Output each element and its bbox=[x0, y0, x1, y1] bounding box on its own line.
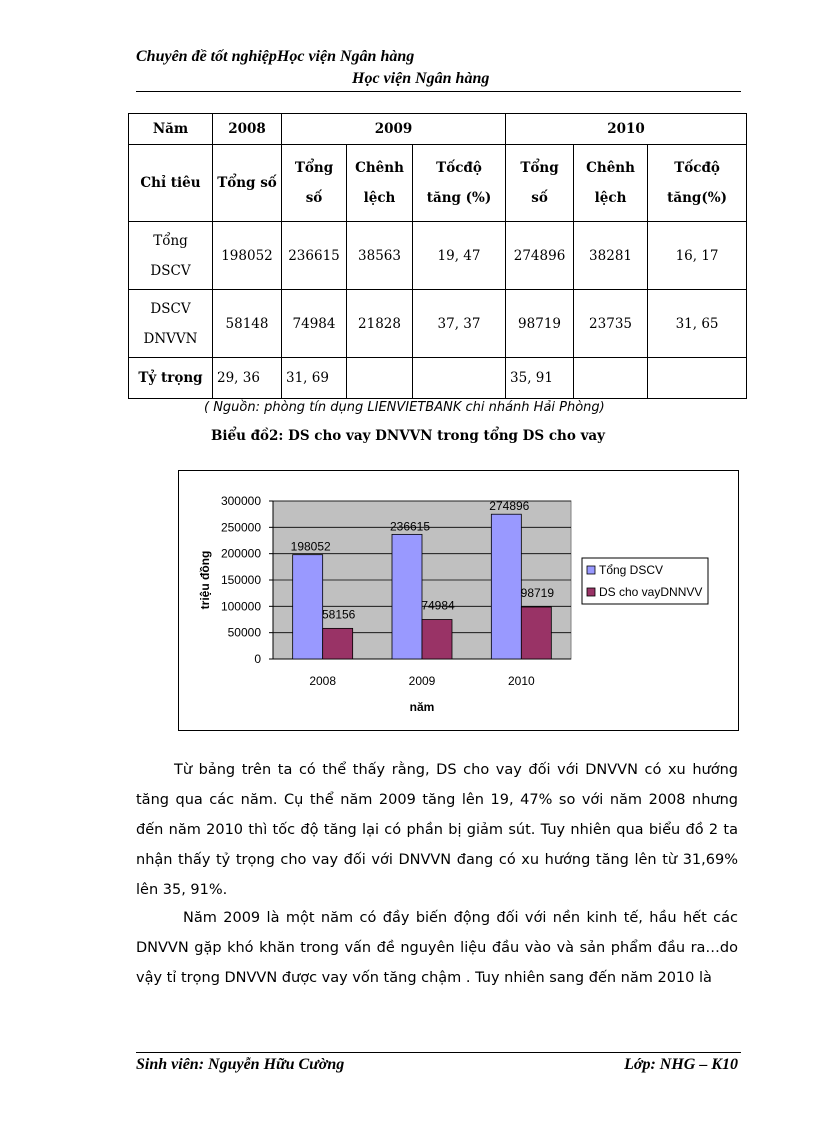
data-label: 74984 bbox=[421, 598, 455, 613]
header-2009-total: Tổng số bbox=[282, 145, 347, 222]
diff-2009: 38563 bbox=[347, 222, 413, 290]
diff-2010: 23735 bbox=[574, 290, 648, 358]
header-2010-diff: Chênh lệch bbox=[574, 145, 648, 222]
bar bbox=[521, 607, 551, 659]
header-2009-diff: Chênh lệch bbox=[347, 145, 413, 222]
x-tick-label: 2009 bbox=[408, 674, 436, 688]
header-2010-total: Tổng số bbox=[506, 145, 574, 222]
bar bbox=[323, 628, 353, 659]
diff-2010: 38281 bbox=[574, 222, 648, 290]
y-tick-label: 300000 bbox=[220, 494, 261, 508]
bar bbox=[422, 620, 452, 659]
value-2010: 274896 bbox=[506, 222, 574, 290]
header-title-line2: Học viện Ngân hàng bbox=[352, 70, 490, 87]
table-row bbox=[129, 290, 747, 358]
footer-student: Sinh viên: Nguyễn Hữu Cường bbox=[136, 1056, 345, 1073]
row-label: Tỷ trọng bbox=[129, 358, 213, 399]
rate-2010: 31, 65 bbox=[648, 290, 747, 358]
value-2009: 236615 bbox=[282, 222, 347, 290]
row-label: DSCV DNVVN bbox=[129, 290, 213, 358]
diff-2009: 21828 bbox=[347, 290, 413, 358]
table-row-years bbox=[129, 114, 747, 145]
rate-2009: 19, 47 bbox=[413, 222, 506, 290]
bar bbox=[392, 534, 422, 659]
value-2010: 98719 bbox=[506, 290, 574, 358]
y-tick-label: 100000 bbox=[220, 599, 261, 614]
header-2009-rate: Tốcđộ tăng (%) bbox=[413, 145, 506, 222]
diff-2009 bbox=[347, 358, 413, 399]
table-row bbox=[129, 222, 747, 290]
footer-class: Lớp: NHG – K10 bbox=[624, 1056, 738, 1073]
diff-2010 bbox=[574, 358, 648, 399]
loan-statistics-table bbox=[128, 113, 747, 399]
header-divider bbox=[136, 91, 741, 92]
value-2010: 35, 91 bbox=[506, 358, 574, 399]
y-axis-label: triệu đồng bbox=[198, 550, 212, 610]
x-axis-label: năm bbox=[409, 700, 435, 714]
y-tick-label: 200000 bbox=[220, 546, 261, 561]
year-2010-cell: 2010 bbox=[506, 114, 747, 145]
body-paragraph-1: Từ bảng trên ta có thể thấy rằng, DS cho vay đối với DNVVN có xu hướng tăng qua các năm. Cụ thể năm 2009 tăng lên 19, 47% so với năm 2008 nhưng đến năm 2010 thì tốc độ tăng lại có phần bị giảm sút. Tuy nhiên qua biểu đồ 2 ta nhận thấy tỷ trọng cho vay đối với DNVVN đang có xu hướng tăng lên từ 31,69% lên 35, 91%. bbox=[136, 762, 738, 898]
data-label: 274896 bbox=[489, 499, 530, 514]
year-2008-cell: 2008 bbox=[213, 114, 282, 145]
row-label: Tổng DSCV bbox=[129, 222, 213, 290]
table-row-headers bbox=[129, 145, 747, 222]
x-tick-label: 2008 bbox=[309, 674, 337, 688]
legend-swatch bbox=[587, 588, 595, 596]
table-row bbox=[129, 358, 747, 399]
indicator-header: Chỉ tiêu bbox=[129, 145, 213, 222]
value-2008: 29, 36 bbox=[213, 358, 282, 399]
bar-chart bbox=[179, 471, 738, 730]
legend-swatch bbox=[587, 566, 595, 574]
year-label-cell: Năm bbox=[129, 114, 213, 145]
y-tick-label: 150000 bbox=[220, 573, 261, 587]
rate-2009: 37, 37 bbox=[413, 290, 506, 358]
data-label: 58156 bbox=[321, 607, 356, 622]
y-tick-label: 250000 bbox=[220, 520, 261, 535]
table-source-note: ( Nguồn: phòng tín dụng LIENVIETBANK chi nhánh Hải Phòng) bbox=[204, 400, 605, 415]
year-2009-cell: 2009 bbox=[282, 114, 506, 145]
legend-label: DS cho vayDNNVV bbox=[599, 585, 703, 599]
value-2008: 198052 bbox=[213, 222, 282, 290]
rate-2010: 16, 17 bbox=[648, 222, 747, 290]
data-label: 198052 bbox=[290, 539, 331, 554]
data-label: 236615 bbox=[389, 519, 431, 534]
bar bbox=[293, 555, 323, 659]
header-2008-total: Tổng số bbox=[213, 145, 282, 222]
value-2009: 74984 bbox=[282, 290, 347, 358]
legend-label: Tổng DSCV bbox=[599, 563, 664, 577]
bar bbox=[491, 514, 521, 659]
header-2010-rate: Tốcđộ tăng(%) bbox=[648, 145, 747, 222]
value-2009: 31, 69 bbox=[282, 358, 347, 399]
rate-2010 bbox=[648, 358, 747, 399]
value-2008: 58148 bbox=[213, 290, 282, 358]
footer-divider bbox=[136, 1052, 741, 1053]
y-tick-label: 0 bbox=[254, 652, 261, 666]
bar-chart-frame bbox=[178, 470, 739, 731]
rate-2009 bbox=[413, 358, 506, 399]
chart-caption: Biểu đồ2: DS cho vay DNVVN trong tổng DS cho vay bbox=[210, 428, 606, 444]
body-paragraph-2: Năm 2009 là một năm có đầy biến động đối với nền kinh tế, hầu hết các DNVVN gặp khó khăn trong vấn đề nguyên liệu đầu vào và sản phẩm đầu ra…do vậy tỉ trọng DNVVN được vay vốn tăng chậm . Tuy nhiên sang đến năm 2010 là bbox=[136, 910, 738, 986]
y-tick-label: 50000 bbox=[227, 625, 261, 640]
header-title-line1: Chuyên đề tốt nghiệpHọc viện Ngân hàng bbox=[136, 48, 415, 65]
x-tick-label: 2010 bbox=[507, 674, 535, 688]
data-label: 98719 bbox=[520, 586, 555, 601]
